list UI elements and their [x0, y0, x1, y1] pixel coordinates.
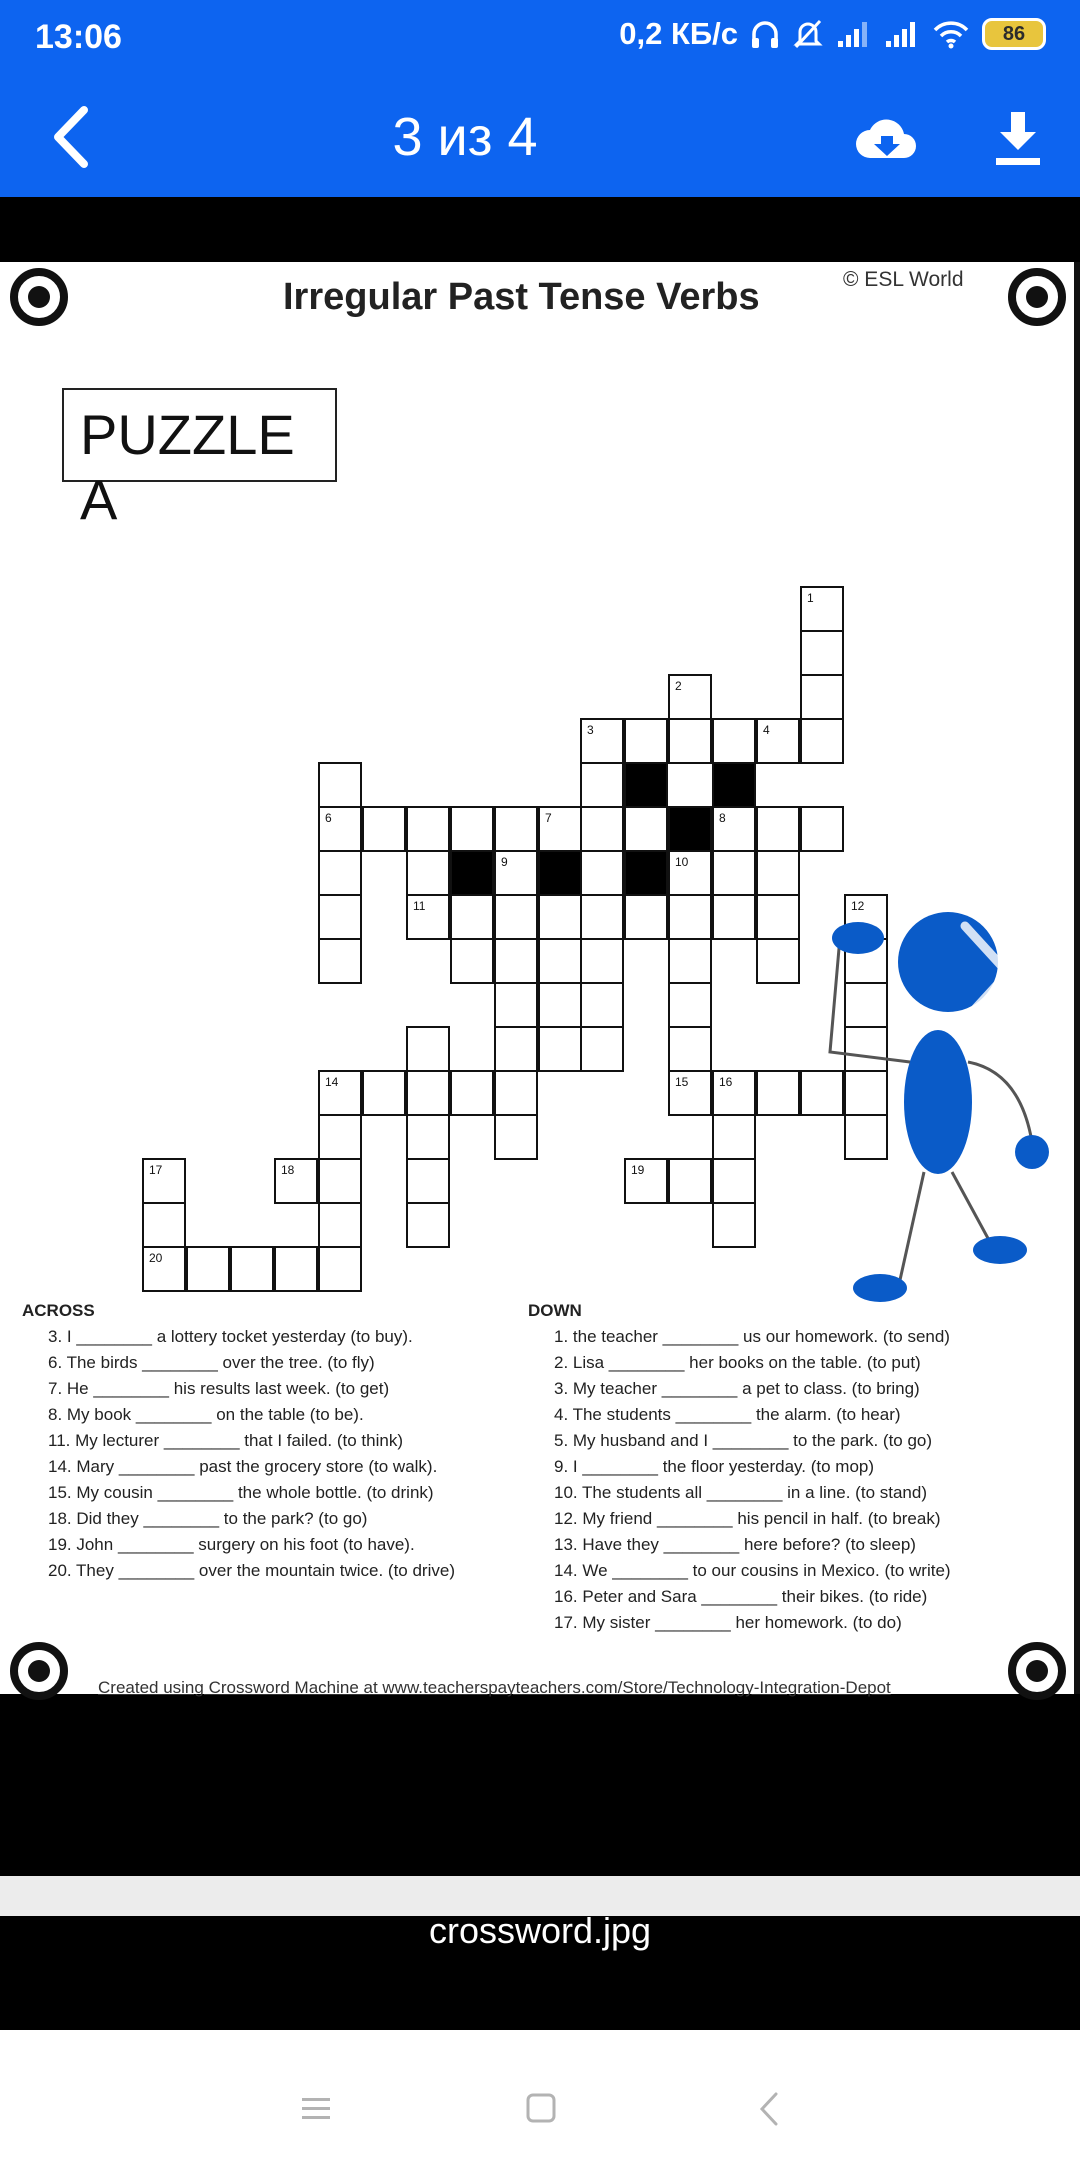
signal-icon-2 — [884, 19, 920, 49]
crossword-cell — [142, 1202, 186, 1248]
download-button[interactable] — [988, 106, 1048, 170]
crossword-cell — [494, 1026, 538, 1072]
cell-number: 8 — [719, 811, 726, 825]
file-name: crossword.jpg — [428, 1910, 652, 1951]
cell-number: 12 — [851, 899, 865, 913]
corner-swirl-bottom-left — [10, 1642, 68, 1700]
copyright-text: © ESL World — [843, 268, 964, 291]
crossword-cell — [406, 894, 450, 940]
down-heading: DOWN — [528, 1301, 582, 1320]
crossword-black-cell — [538, 850, 582, 896]
crossword-cell — [538, 894, 582, 940]
crossword-cell — [580, 762, 624, 808]
crossword-cell — [756, 806, 800, 852]
status-icons — [619, 16, 1046, 52]
crossword-cell — [712, 894, 756, 940]
crossword-cell — [756, 1070, 800, 1116]
cell-number: 1 — [807, 591, 814, 605]
top-app-bar — [0, 0, 1080, 197]
across-clue: 15. My cousin ________ the whole bottle. (to drink) — [48, 1483, 434, 1502]
down-clue: 5. My husband and I ________ to the park. (to go) — [554, 1431, 933, 1450]
cell-number: 14 — [325, 1075, 339, 1089]
crossword-cell — [580, 938, 624, 984]
crossword-black-cell — [668, 806, 712, 852]
crossword-cell — [406, 1026, 450, 1072]
crossword-cell — [756, 850, 800, 896]
crossword-cell — [800, 630, 844, 676]
crossword-black-cell — [450, 850, 494, 896]
crossword-black-cell — [712, 762, 756, 808]
crossword-cell — [142, 1158, 186, 1204]
crossword-cell — [668, 894, 712, 940]
crossword-cell — [756, 938, 800, 984]
crossword-cell — [318, 1158, 362, 1204]
home-square-icon[interactable] — [511, 2084, 571, 2134]
cell-number: 17 — [149, 1163, 163, 1177]
down-clue: 9. I ________ the floor yesterday. (to mop) — [554, 1457, 875, 1476]
wifi-icon — [932, 19, 970, 49]
crossword-cell — [580, 894, 624, 940]
signal-icon — [836, 19, 872, 49]
down-clue: 2. Lisa ________ her books on the table. (to put) — [554, 1353, 921, 1372]
crossword-cell — [580, 982, 624, 1028]
down-clue: 4. The students ________ the alarm. (to hear) — [554, 1405, 901, 1424]
corner-swirl-top-right — [1008, 268, 1066, 326]
crossword-cell — [800, 674, 844, 720]
crossword-cell — [624, 718, 668, 764]
crossword-cell — [494, 1070, 538, 1116]
crossword-cell — [538, 938, 582, 984]
cell-number: 3 — [587, 723, 594, 737]
crossword-cell — [362, 1070, 406, 1116]
cell-number: 7 — [545, 811, 552, 825]
crossword-cell — [318, 1202, 362, 1248]
down-clues — [528, 1298, 951, 1636]
cell-number: 11 — [413, 899, 426, 913]
crossword-cell — [450, 1070, 494, 1116]
back-chevron-icon[interactable] — [740, 2084, 800, 2134]
crossword-cell — [538, 806, 582, 852]
crossword-cell — [362, 806, 406, 852]
status-bar — [0, 0, 1080, 78]
across-clue: 7. He ________ his results last week. (to get) — [48, 1379, 390, 1398]
crossword-cell — [318, 894, 362, 940]
cell-number: 16 — [719, 1075, 733, 1089]
crossword-cell — [494, 894, 538, 940]
across-clue: 19. John ________ surgery on his foot (to have). — [48, 1535, 415, 1554]
crossword-cell — [800, 806, 844, 852]
crossword-cell — [494, 806, 538, 852]
crossword-cell — [318, 806, 362, 852]
across-clue: 14. Mary ________ past the grocery store (to walk). — [48, 1457, 438, 1476]
crossword-cell — [494, 982, 538, 1028]
cell-number: 2 — [675, 679, 682, 693]
net-speed: 0,2 КБ/с — [619, 16, 738, 51]
crossword-cell — [450, 938, 494, 984]
crossword-cell — [494, 1114, 538, 1160]
corner-swirl-top-left — [10, 268, 68, 326]
crossword-cell — [406, 1158, 450, 1204]
cell-number: 18 — [281, 1163, 295, 1177]
across-clue: 8. My book ________ on the table (to be). — [48, 1405, 364, 1424]
crossword-cell — [712, 718, 756, 764]
crossword-cell — [668, 1070, 712, 1116]
page-counter-title: 3 из 4 — [392, 107, 538, 167]
down-clue: 3. My teacher ________ a pet to class. (to bring) — [554, 1379, 920, 1398]
crossword-cell — [318, 1070, 362, 1116]
crossword-cell — [450, 894, 494, 940]
crossword-cell — [668, 938, 712, 984]
crossword-cell — [712, 1158, 756, 1204]
crossword-cell — [668, 718, 712, 764]
crossword-cell — [406, 850, 450, 896]
cell-number: 20 — [149, 1251, 163, 1265]
crossword-cell — [186, 1246, 230, 1292]
crossword-cell — [668, 1158, 712, 1204]
worksheet-title: Irregular Past Tense Verbs — [283, 276, 760, 318]
across-clues — [22, 1298, 455, 1584]
cell-number: 19 — [631, 1163, 645, 1177]
menu-icon[interactable] — [286, 2084, 346, 2134]
crossword-cell — [756, 894, 800, 940]
crossword-cell — [668, 982, 712, 1028]
down-clue: 14. We ________ to our cousins in Mexico. (to write) — [554, 1561, 951, 1580]
across-clue: 3. I ________ a lottery tocket yesterday (to buy). — [48, 1327, 413, 1346]
crossword-cell — [318, 1246, 362, 1292]
crossword-cell — [318, 938, 362, 984]
crossword-cell — [712, 1114, 756, 1160]
crossword-cell — [274, 1158, 318, 1204]
crossword-cell — [624, 894, 668, 940]
crossword-cell — [230, 1246, 274, 1292]
crossword-cell — [406, 806, 450, 852]
viewer-toolbar — [0, 78, 1080, 197]
crossword-cell — [756, 718, 800, 764]
crossword-cell — [624, 806, 668, 852]
across-clue: 20. They ________ over the mountain twice. (to drive) — [48, 1561, 455, 1580]
corner-swirl-bottom-right — [1008, 1642, 1066, 1700]
across-heading: ACROSS — [22, 1301, 95, 1320]
crossword-cell — [318, 850, 362, 896]
crossword-cell — [580, 718, 624, 764]
cell-number: 10 — [675, 855, 689, 869]
crossword-cell — [538, 1026, 582, 1072]
across-clue: 18. Did they ________ to the park? (to go) — [48, 1509, 368, 1528]
crossword-cell — [624, 1158, 668, 1204]
cell-number: 9 — [501, 855, 508, 869]
crossword-cell — [800, 586, 844, 632]
crossword-cell — [406, 1070, 450, 1116]
crossword-cell — [538, 982, 582, 1028]
cloud-download-button[interactable] — [852, 104, 922, 174]
next-image-button[interactable] — [950, 918, 1020, 1028]
crossword-cell — [580, 1026, 624, 1072]
down-clue: 16. Peter and Sara ________ their bikes. (to ride) — [554, 1587, 928, 1606]
crossword-cell — [494, 850, 538, 896]
across-clue: 11. My lecturer ________ that I failed. (to think) — [48, 1431, 403, 1450]
crossword-cell — [668, 674, 712, 720]
crossword-cell — [580, 806, 624, 852]
system-navigation-bar — [0, 2030, 1080, 2160]
crossword-cell — [580, 850, 624, 896]
down-clue: 12. My friend ________ his pencil in half. (to break) — [554, 1509, 941, 1528]
crossword-cell — [668, 1026, 712, 1072]
cell-number: 4 — [763, 723, 770, 737]
crossword-cell — [406, 1114, 450, 1160]
crossword-cell — [318, 1114, 362, 1160]
cell-number: 15 — [675, 1075, 689, 1089]
crossword-black-cell — [624, 762, 668, 808]
battery-icon: 86 — [982, 18, 1046, 50]
status-time: 13:06 — [35, 18, 122, 56]
crossword-image[interactable] — [0, 262, 1080, 1697]
crossword-cell — [712, 806, 756, 852]
crossword-black-cell — [624, 850, 668, 896]
crossword-cell — [668, 850, 712, 896]
down-clue: 10. The students all ________ in a line. (to stand) — [554, 1483, 927, 1502]
crossword-cell — [712, 1070, 756, 1116]
down-clue: 1. the teacher ________ us our homework. (to send) — [554, 1327, 950, 1346]
down-clue: 17. My sister ________ her homework. (to do) — [554, 1613, 902, 1632]
muted-bell-icon — [792, 18, 824, 50]
previous-image-button[interactable] — [70, 918, 140, 1028]
down-clue: 13. Have they ________ here before? (to sleep) — [554, 1535, 916, 1554]
crossword-cell — [274, 1246, 318, 1292]
puzzle-label: PUZZLE A — [62, 388, 337, 482]
cell-number: 6 — [325, 811, 332, 825]
crossword-cell — [712, 1202, 756, 1248]
across-clue: 6. The birds ________ over the tree. (to fly) — [48, 1353, 375, 1372]
headphones-icon — [750, 18, 780, 50]
crossword-cell — [450, 806, 494, 852]
crossword-cell — [318, 762, 362, 808]
credit-text: Created using Crossword Machine at www.teacherspayteachers.com/Store/Technology-Integration-Depot — [98, 1678, 891, 1697]
crossword-cell — [800, 718, 844, 764]
crossword-cell — [142, 1246, 186, 1292]
crossword-cell — [494, 938, 538, 984]
crossword-cell — [406, 1202, 450, 1248]
crossword-cell — [712, 850, 756, 896]
